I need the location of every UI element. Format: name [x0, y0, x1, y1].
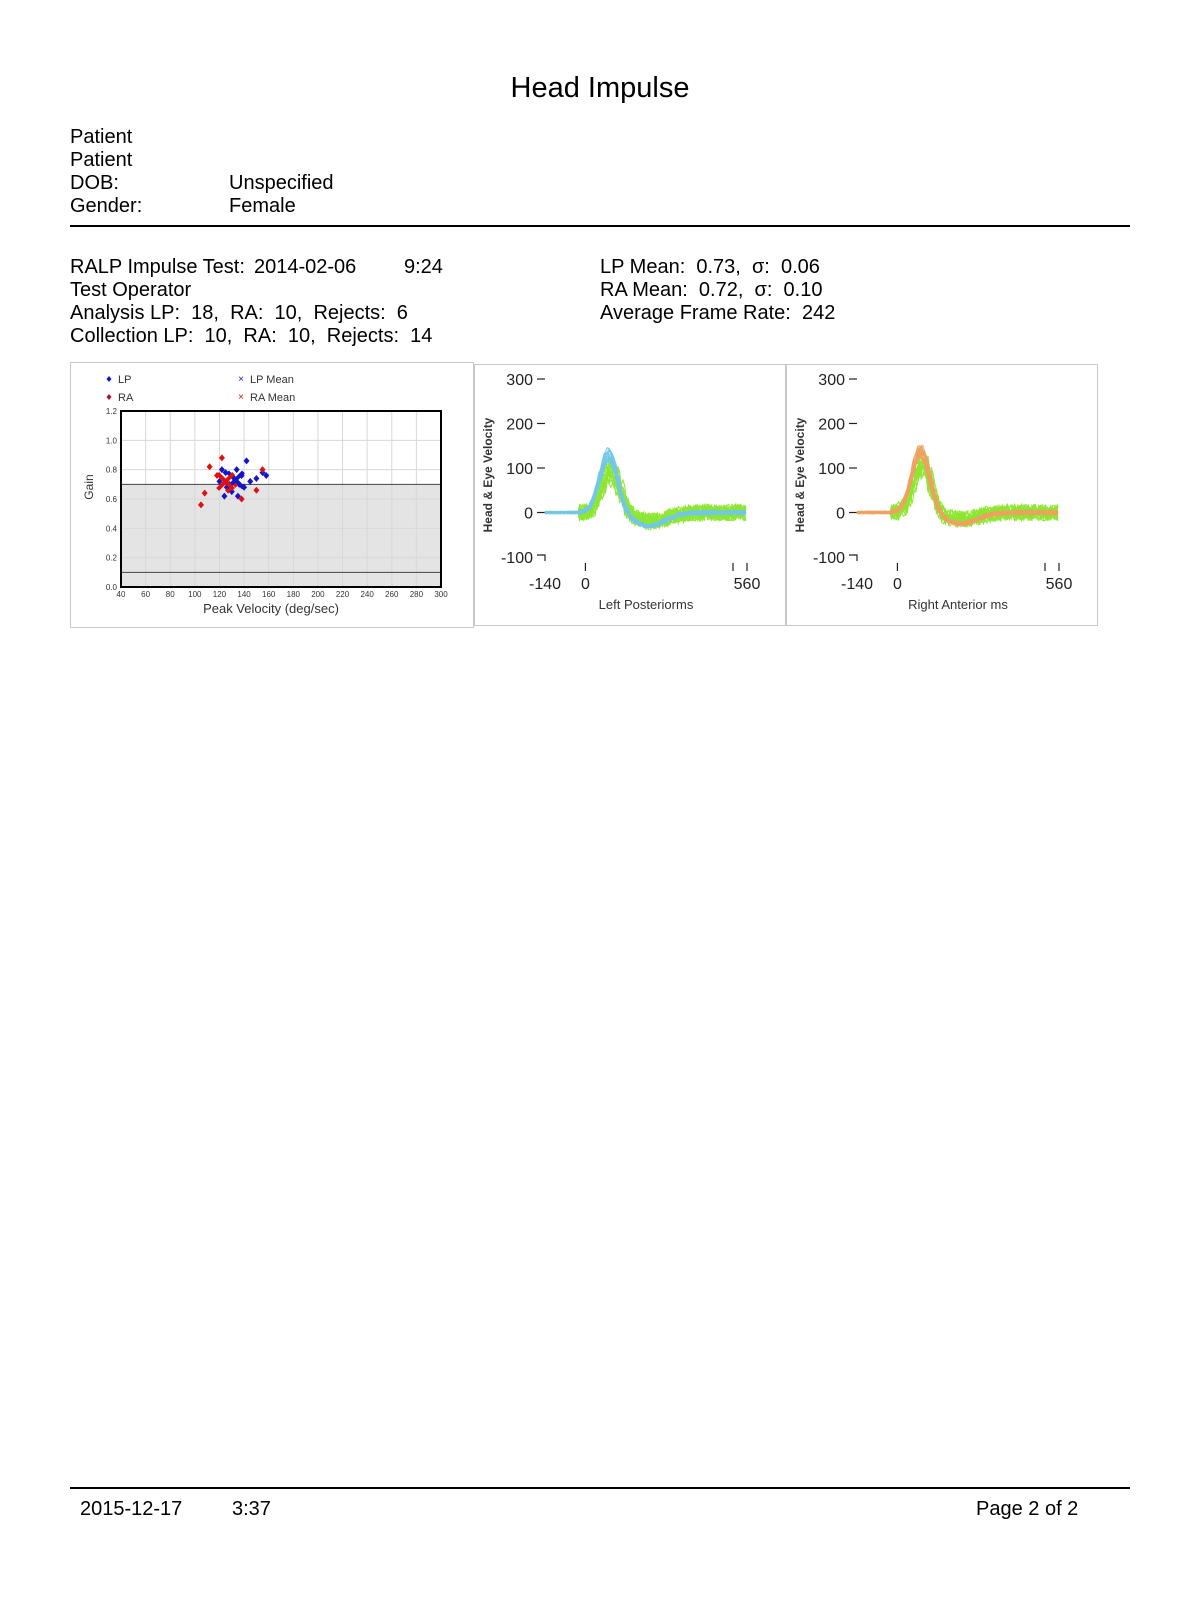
- patient-line-2: Patient: [70, 149, 133, 171]
- gain-y-axis-label: Gain: [82, 474, 96, 500]
- gain-x-tick-label: 200: [311, 590, 325, 599]
- gain-data-point: [234, 466, 240, 473]
- gain-x-tick-label: 120: [212, 590, 227, 599]
- velocity-x-axis-label: Left Posteriorms: [598, 597, 694, 612]
- left-posterior-panel: [474, 364, 786, 626]
- velocity-y-tick-label: 0: [524, 505, 533, 523]
- test-name-label: RALP Impulse Test:: [70, 256, 245, 278]
- velocity-x-tick-label: 560: [733, 576, 761, 593]
- gain-x-tick-label: 100: [188, 590, 202, 599]
- left-posterior-velocity-chart: [475, 365, 785, 625]
- velocity-y-tick-label: 300: [506, 372, 533, 389]
- legend-label: LP: [118, 374, 132, 386]
- collection-counts: Collection LP: 10, RA: 10, Rejects: 14: [70, 325, 433, 347]
- velocity-x-tick-label: -140: [840, 576, 874, 593]
- lp-mean: LP Mean: 0.73, σ: 0.06: [600, 256, 820, 278]
- gain-x-tick-label: 140: [237, 590, 251, 599]
- gain-y-tick-label: 0.8: [105, 465, 117, 475]
- gain-x-axis-label: Peak Velocity (deg/sec): [203, 601, 339, 616]
- gain-x-tick-label: 80: [165, 590, 175, 599]
- header-divider: [70, 225, 1130, 227]
- velocity-y-axis-label: Head & Eye Velocity: [481, 417, 495, 533]
- gain-x-tick-label: 260: [385, 590, 399, 599]
- gain-x-tick-label: 300: [434, 590, 448, 599]
- gain-x-tick-label: 240: [360, 590, 374, 599]
- report-title: Head Impulse: [510, 72, 690, 104]
- dob-label: DOB:: [70, 172, 119, 194]
- velocity-x-tick-label: 0: [580, 576, 590, 593]
- velocity-x-tick-label: 560: [1045, 576, 1073, 593]
- footer-date: 2015-12-17: [80, 1498, 183, 1520]
- gain-x-tick-label: 280: [409, 590, 424, 599]
- right-anterior-panel: [786, 364, 1098, 626]
- gender-label: Gender:: [70, 195, 143, 217]
- footer-divider: [70, 1487, 1130, 1489]
- gain-y-tick-label: 0.2: [105, 553, 117, 563]
- velocity-y-tick-label: 300: [818, 372, 845, 389]
- velocity-y-axis-label: Head & Eye Velocity: [793, 417, 807, 533]
- gain-y-tick-label: 1.0: [105, 436, 117, 446]
- velocity-y-tick-label: 200: [506, 416, 533, 434]
- gain-x-tick-label: 60: [141, 590, 151, 599]
- frame-rate: Average Frame Rate: 242: [600, 302, 836, 324]
- gain-x-tick-label: 180: [286, 590, 300, 599]
- legend-diamond-icon: [107, 394, 112, 400]
- legend-x-icon: ×: [238, 374, 244, 385]
- gain-scatter-chart: [71, 363, 473, 627]
- velocity-x-tick-label: -140: [528, 576, 562, 593]
- gain-y-tick-label: 0.6: [105, 495, 117, 504]
- patient-line-1: Patient: [70, 126, 133, 148]
- legend-label: LP Mean: [250, 374, 294, 386]
- legend-x-icon: ×: [238, 392, 244, 403]
- test-date: 2014-02-06: [254, 256, 357, 278]
- velocity-y-tick-mark: [849, 555, 857, 561]
- gain-x-tick-label: 160: [262, 590, 276, 599]
- velocity-y-tick-label: -100: [812, 550, 845, 567]
- velocity-y-tick-mark: [537, 555, 545, 561]
- test-time: 9:24: [404, 256, 443, 278]
- gain-below-threshold-area: [121, 484, 441, 587]
- gain-y-tick-label: 0.0: [105, 583, 117, 592]
- legend-diamond-icon: [107, 376, 112, 382]
- right-anterior-velocity-chart: [787, 365, 1097, 625]
- gain-x-tick-label: 220: [335, 590, 350, 599]
- gain-chart-panel: [70, 362, 474, 628]
- legend-label: RA Mean: [250, 392, 296, 404]
- legend-label: RA: [118, 392, 134, 404]
- test-operator: Test Operator: [70, 279, 192, 301]
- gain-x-tick-label: 40: [116, 590, 126, 599]
- gain-data-point: [253, 475, 259, 482]
- page-number: Page 2 of 2: [976, 1498, 1079, 1520]
- velocity-y-tick-label: 100: [506, 461, 533, 478]
- velocity-y-tick-label: 100: [818, 461, 845, 478]
- gender-value: Female: [229, 195, 296, 217]
- velocity-x-axis-label: Right Anterior ms: [908, 597, 1008, 612]
- velocity-x-tick-label: 0: [892, 576, 902, 593]
- dob-value: Unspecified: [229, 172, 334, 194]
- gain-y-tick-label: 1.2: [105, 407, 117, 416]
- velocity-y-tick-label: 0: [836, 505, 845, 523]
- ra-mean: RA Mean: 0.72, σ: 0.10: [600, 279, 823, 301]
- velocity-y-tick-label: 200: [818, 416, 845, 434]
- footer-time: 3:37: [232, 1498, 271, 1520]
- gain-y-tick-label: 0.4: [105, 524, 117, 534]
- analysis-counts: Analysis LP: 18, RA: 10, Rejects: 6: [70, 302, 408, 324]
- velocity-y-tick-label: -100: [500, 550, 533, 567]
